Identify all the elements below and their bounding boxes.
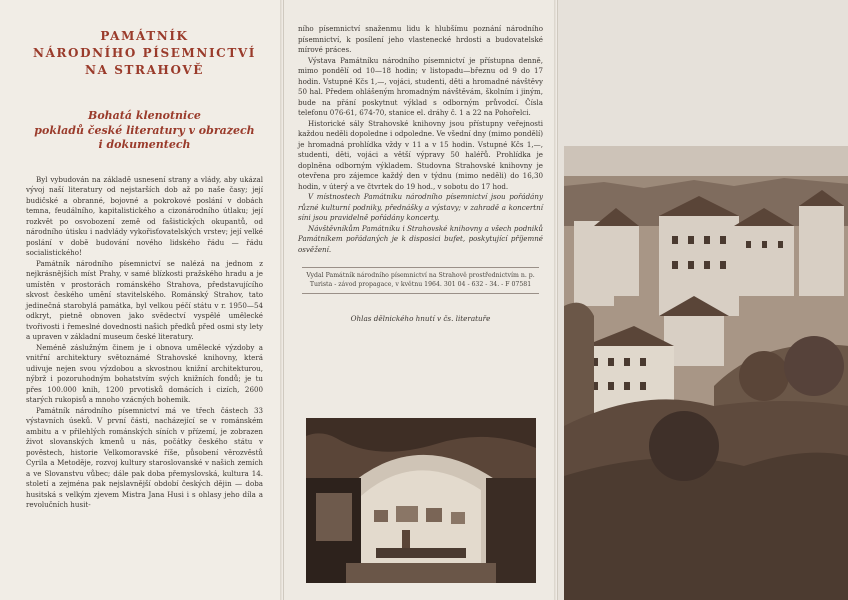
paragraph: Neméně záslužným činem je i obnova umělecké výzdoby a vnitřní architektury světoznámé Strahovské knihovny, která udivuje nejen svou výzdobou a skvostnou knižní architekturou, nýbrž i pozoruhodným bohatstvím svých knižních fondů; je tu přes 100.000 knih, 1200 prvotisků domácích i cizích, 2600 starých rukopisů a mnoho vzácných bohemik. [26, 342, 263, 404]
left-body-text [26, 175, 263, 511]
brochure-title [26, 28, 263, 79]
paragraph-italic: V místnostech Památníku národního písemnictví jsou pořádány různé kulturní podniky, přednášky a výstavy; v zahradě a koncertní síni jsou pravidelně pořádány koncerty. [298, 192, 543, 222]
exhibition-hall-photo [306, 418, 536, 583]
paragraph: ního písemnictví snaženmu lidu k hlubšímu poznání národního písemnictví, k posílení jeho vlastenecké hrdosti a budovatelské mírové práces. [298, 24, 543, 54]
strahov-panorama-photo [564, 146, 848, 600]
imprint-note: Vydal Památník národního písemnictví na Strahově prostřednictvím n. p. Turista - závod propagace, v květnu 1964. 301 04 - 632 - 34. - F 07581 [302, 267, 539, 294]
left-panel [0, 0, 283, 600]
title-line-2: NÁRODNÍHO PÍSEMNICTVÍ [33, 46, 256, 60]
paragraph-italic: Návštěvníkům Památníku i Strahovské knihovny a všech podniků Památníkem pořádaných je k disposici bufet, poskytující příjemné osvěžení. [298, 223, 543, 254]
photo-caption: Ohlas dělnického hnutí v čs. literatuře [350, 314, 491, 323]
subtitle-line-3: i dokumentech [98, 138, 191, 151]
title-line-3: NA STRAHOVĚ [85, 63, 204, 77]
paragraph: Historické sály Strahovské knihovny jsou přístupny veřejnosti každou neděli dopoledne i odpoledne. Ve všední dny (mimo pondělí) je hromadná prohlídka vždy v 11 a v 15 hodin. Vstupné Kčs 1,—, studenti, děti, vojáci a větší výpravy 50 haléřů. Prohlídka je doplněna odborným výkladem. Studovna Strahovské knihovny je otevřena pro zájemce každý den v týdnu (mimo neděli) do 16,30 hodin, v úterý a ve čtvrtek do 19 hod., v sobotu do 17 hod. [298, 118, 543, 191]
paragraph: Výstava Památníku národního písemnictví je přístupna denně, mimo pondělí od 10—18 hodin; v listopadu—březnu od 9 do 17 hodin. Vstupné Kčs 1,—, vojáci, studenti, děti a hromadné návštěvy 50 hal. Předem ohlášeným hromadným návštěvám, školním i jiným, bude na přání poskytnut výklad s odborným průvodcí. Čísla telefonu 076-61, 674-70, stanice el. dráhy č. 1 a 22 na Pohořelci. [298, 55, 543, 117]
subtitle-line-2: pokladů české literatury v obrazech [34, 123, 255, 137]
title-line-1: PAMÁTNÍK [100, 29, 189, 43]
right-panel [557, 0, 848, 600]
brochure-subtitle [26, 109, 263, 153]
middle-body-text [298, 24, 543, 255]
paragraph: Památník národního písemnictví má ve třech částech 33 výstavních úseků. V první části, nacházející se v románském ambitu a v přilehlých románských síních v přízemí, je zobrazen život slovanských kmenů u nás, počátky českého státu v pověstech, historie Velkomoravské říše, působení věrozvěstů Cyrila a Metoděje, rozvoj kultury staroslovanské v našich zemích a ve Slovanstvu vůbec; dále pak doba přemyslovská, kultura 14. století a zejména pak nejslavnější období českých dějin — doba husitská s velkým zjevem Mistra Jana Husi i s ohlasy jeho díla a revolučních husit- [26, 405, 263, 509]
paragraph: Památník národního písemnictví se nalézá na jednom z nejkrásnějších míst Prahy, v samé blízkosti pražského hradu a je umístěn v prostorách románského Strahova, představujícího skvost českého umění stavitelského. Románský Strahov, tato jedinečná starobylá památka, byl velkou péčí státu v r. 1950—54 odkryt, pietně obnoven jako svědectví vyspělé umělecké tvořivosti i řemeslné dovednosti našich předků před osmi sty lety a upraven v základní museum české literatury. [26, 258, 263, 341]
paragraph: Byl vybudován na základě usnesení strany a vlády, aby ukázal vývoj naší literatury od nejstarších dob až po naše časy; její budičské a obranné, bojovné a pokrokové poslání v dobách temna, feudálního, kapitalistického a cizonárodního útlaku; její rozkvět po osvobození země od fašistických okupantů, od národního útisku i nadvlády vykořisťovatelských vrstev; její velké poslání v době budování nového lidského řádu — řádu socialistického! [26, 174, 263, 257]
subtitle-line-1: Bohatá klenotnice [88, 109, 201, 122]
middle-panel [283, 0, 557, 600]
